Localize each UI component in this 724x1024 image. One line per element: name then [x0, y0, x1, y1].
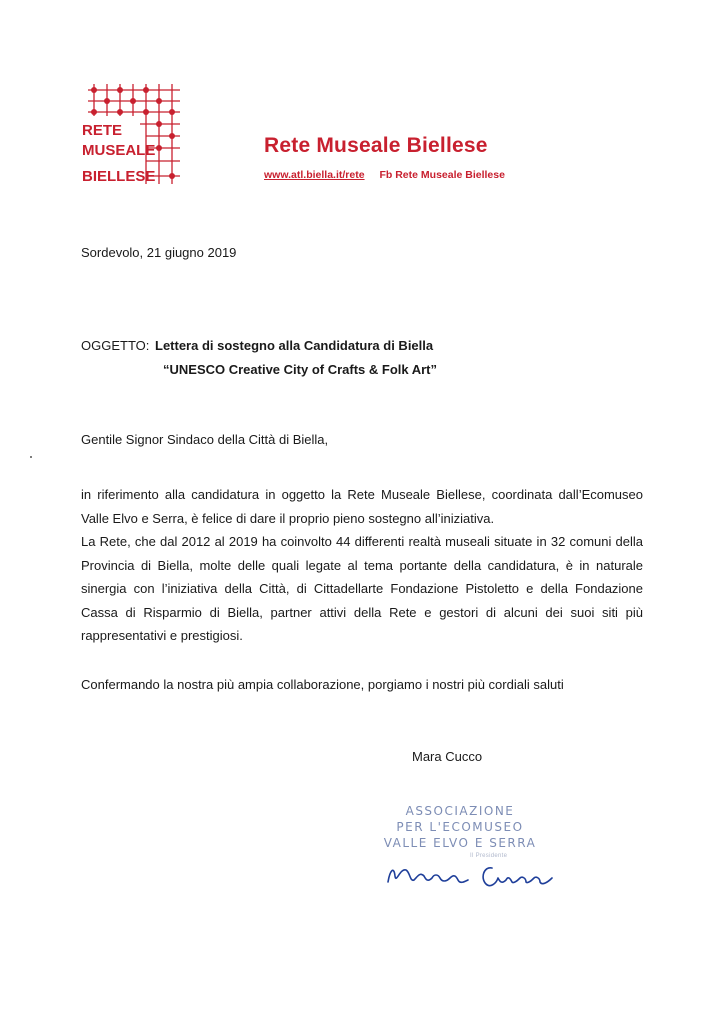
- stamp-line-1: ASSOCIAZIONE: [405, 804, 515, 818]
- greeting: Gentile Signor Sindaco della Città di Biella,: [81, 432, 329, 447]
- paragraph-2: La Rete, che dal 2012 al 2019 ha coinvolto 44 differenti realtà museali situate in 32 comuni della Provincia di Biella, molte delle quali legate al tema portante della candidatura, è in naturale sinergia con l’iniziativa della Città, di Cittadellarte Fondazione Pistoletto e della Fondazione Cassa di Risparmio di Biella, partner attivi della Rete e gestori di alcuni dei suoi siti più rappresentativi e prestigiosi.: [81, 534, 643, 643]
- svg-text:MUSEALE: MUSEALE: [82, 142, 156, 159]
- subject-line-2: “UNESCO Creative City of Crafts & Folk Art”: [163, 362, 438, 377]
- svg-text:RETE: RETE: [82, 122, 123, 139]
- stamp-president-label: Il Presidente: [470, 853, 508, 859]
- letter-date: Sordevolo, 21 giugno 2019: [81, 245, 237, 260]
- letter-body: [81, 483, 643, 648]
- facebook-link[interactable]: Fb Rete Museale Biellese: [379, 169, 505, 181]
- scan-speck: [30, 456, 32, 458]
- handwritten-signature: [380, 856, 570, 896]
- rete-museale-logo: [80, 84, 190, 194]
- subject-line-1: Lettera di sostegno alla Candidatura di Biella: [155, 338, 434, 353]
- paragraph-1: in riferimento alla candidatura in oggetto la Rete Museale Biellese, coordinata dall’Ecomuseo Valle Elvo e Serra, è felice di dare il proprio pieno sostegno all’iniziativa.: [81, 487, 643, 526]
- stamp-line-2: PER L'ECOMUSEO: [396, 820, 524, 834]
- header-links: [264, 169, 505, 181]
- association-stamp: [360, 803, 560, 851]
- org-name: Rete Museale Biellese: [264, 134, 488, 157]
- closing-line: Confermando la nostra più ampia collaborazione, porgiamo i nostri più cordiali saluti: [81, 677, 564, 692]
- subject-block: [81, 338, 438, 377]
- subject-label: OGGETTO:: [81, 338, 150, 353]
- website-link[interactable]: www.atl.biella.it/rete: [264, 169, 365, 181]
- stamp-line-3: VALLE ELVO E SERRA: [383, 836, 537, 850]
- signer-name: Mara Cucco: [412, 749, 483, 764]
- svg-text:BIELLESE: BIELLESE: [82, 168, 156, 185]
